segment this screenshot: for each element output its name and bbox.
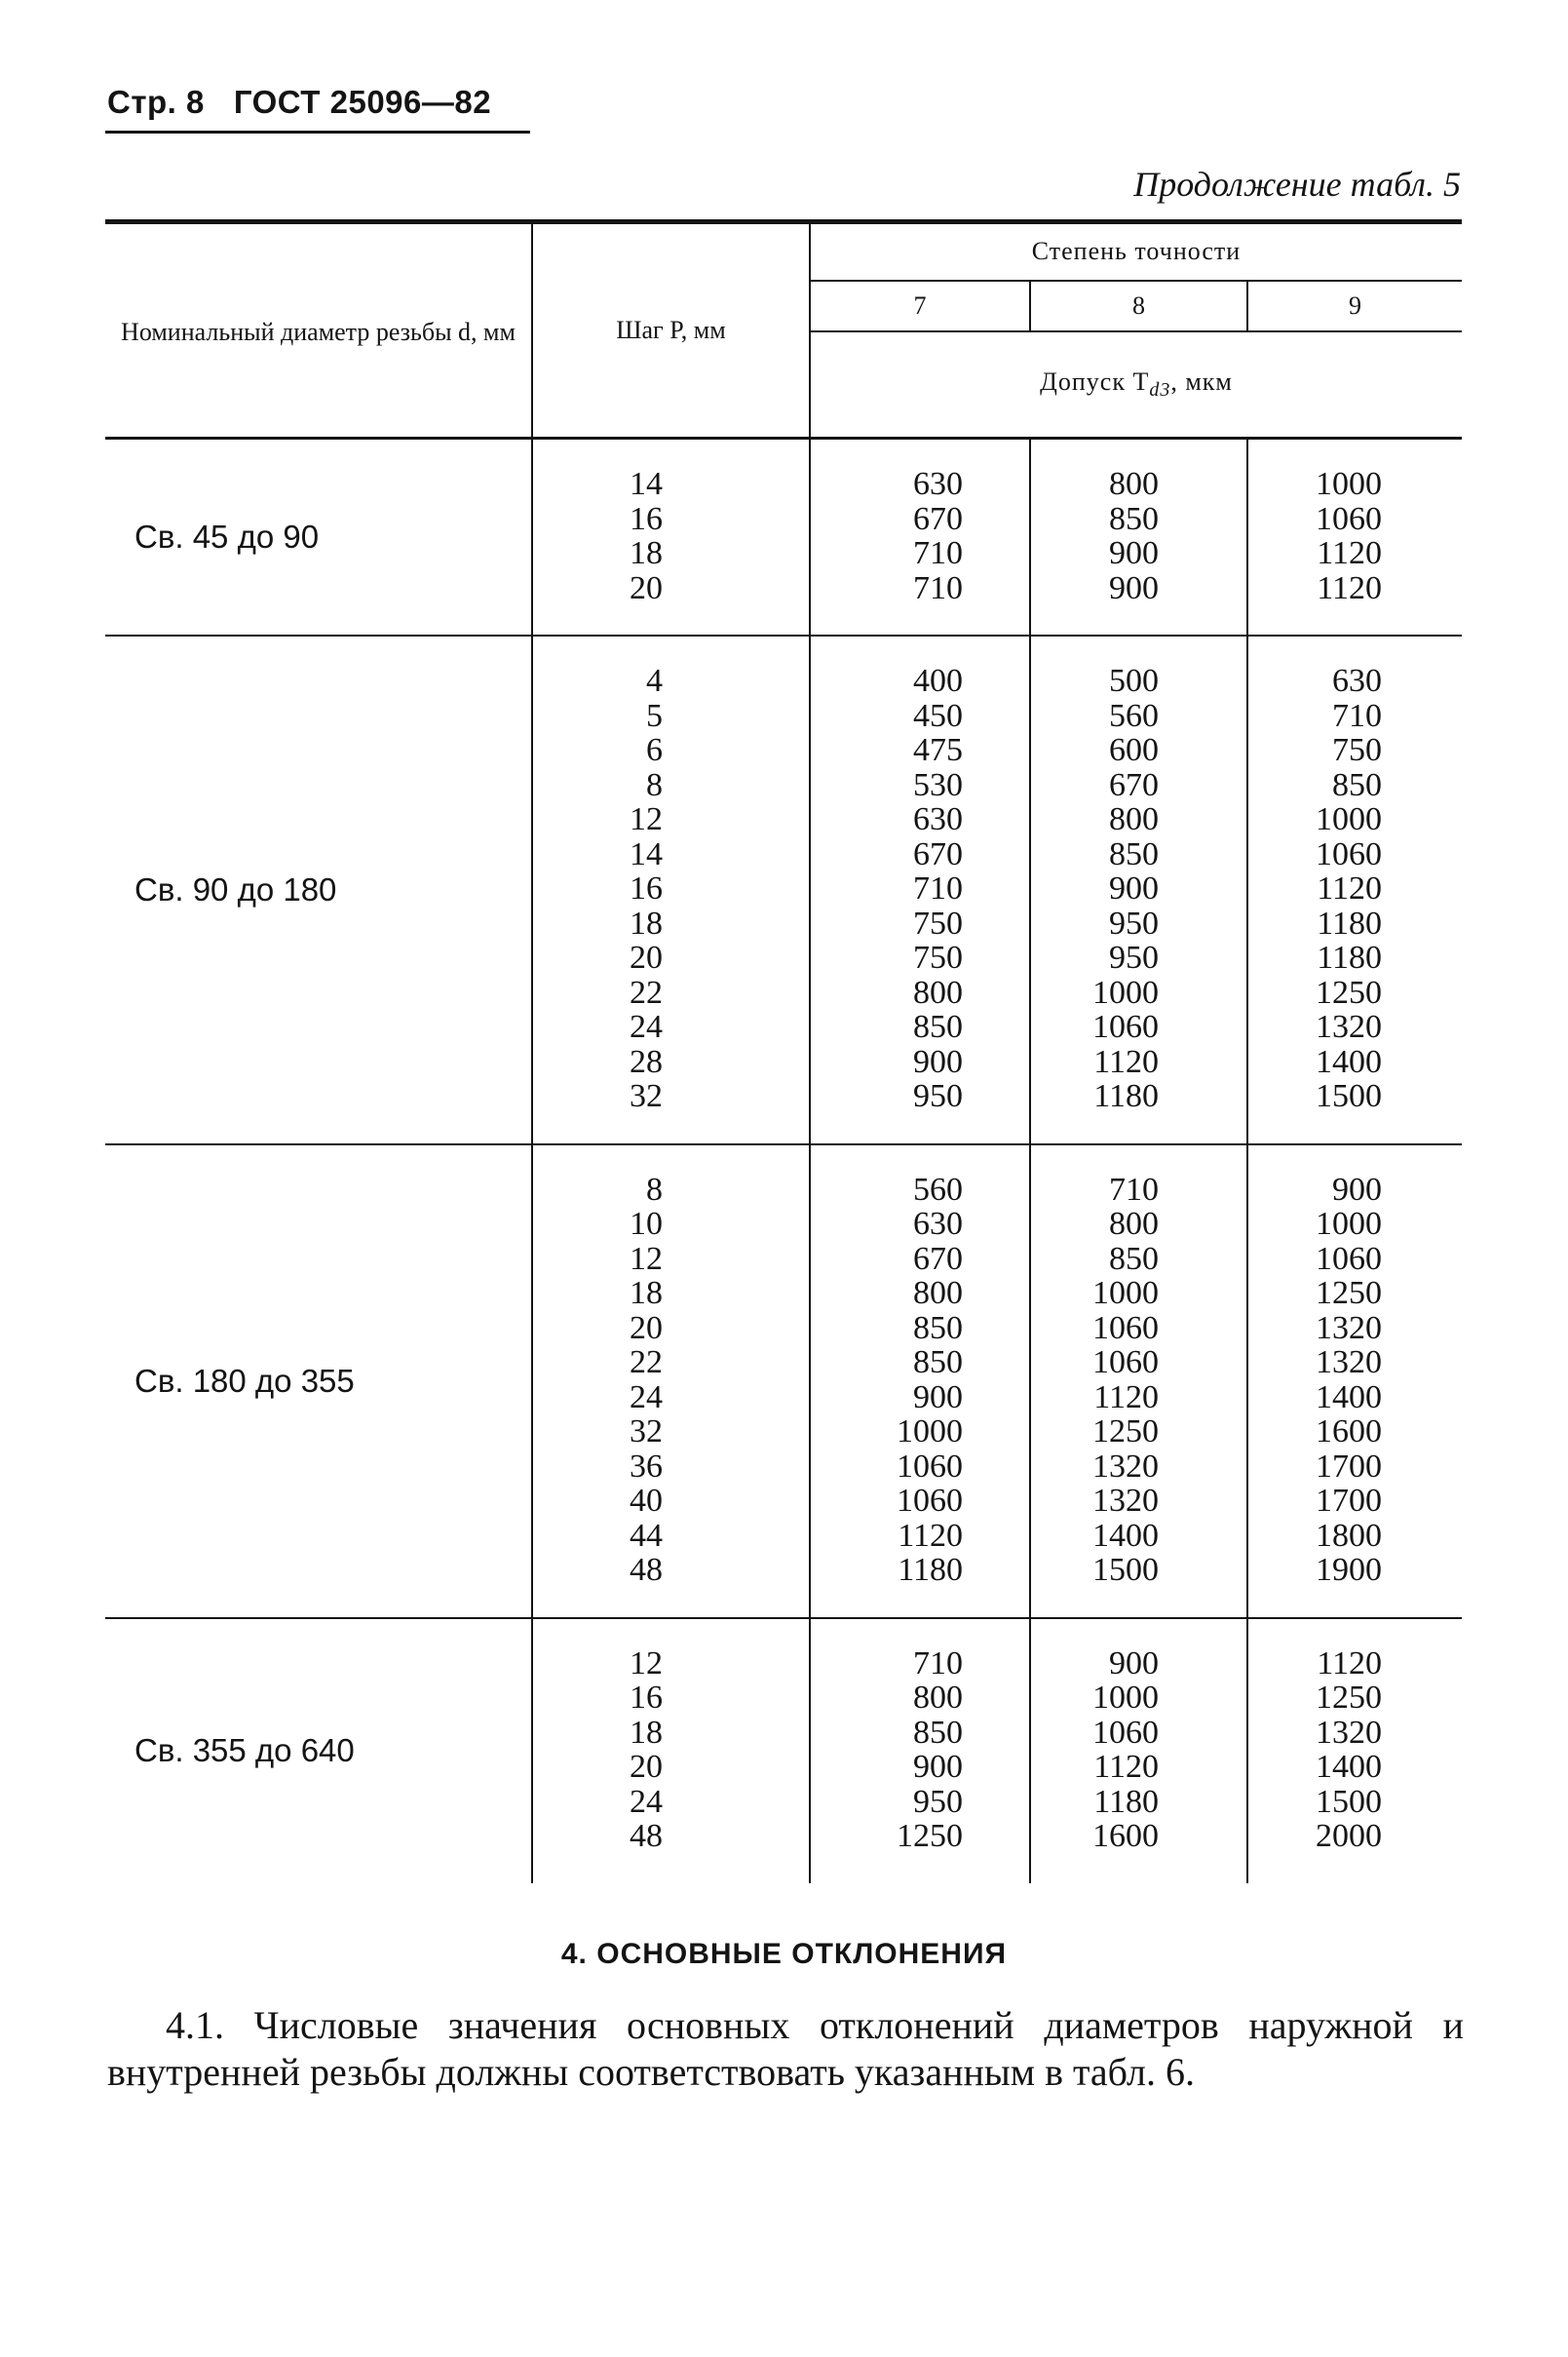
grade-7-values xyxy=(810,1619,1030,1883)
table-cell: 12 xyxy=(630,1240,663,1277)
table-cell: 800 xyxy=(913,974,963,1011)
table-cell: 14 xyxy=(630,466,663,502)
table-cell: 900 xyxy=(1109,870,1159,907)
header-tolerance xyxy=(810,331,1462,439)
grade-7-values xyxy=(810,637,1030,1144)
table-cell: 710 xyxy=(913,535,963,571)
table-cell: 1180 xyxy=(1093,1783,1159,1820)
table-row xyxy=(105,637,1462,1144)
table-row xyxy=(105,1145,1462,1618)
table-cell: 950 xyxy=(1109,905,1159,942)
table-cell: 1000 xyxy=(1316,1206,1382,1242)
table-cell: 1250 xyxy=(1316,1680,1382,1716)
table-cell: 1400 xyxy=(1316,1043,1382,1080)
table-cell: 710 xyxy=(1109,1171,1159,1208)
table-cell: 1320 xyxy=(1316,1009,1382,1045)
grade-8-values xyxy=(1030,637,1247,1144)
diameter-range-label: Св. 180 до 355 xyxy=(105,1145,532,1618)
diameter-range-label: Св. 90 до 180 xyxy=(105,637,532,1144)
tolerance-unit: , мкм xyxy=(1170,367,1233,396)
table-body xyxy=(105,439,1462,1883)
pitch-values xyxy=(532,439,810,637)
table-cell: 1320 xyxy=(1316,1309,1382,1346)
grade-8-values xyxy=(1030,1145,1247,1618)
table-cell: 24 xyxy=(630,1783,663,1820)
table-cell: 1120 xyxy=(1093,1378,1159,1415)
table-cell: 800 xyxy=(913,1275,963,1311)
table-cell: 1250 xyxy=(1092,1413,1159,1449)
grade-9-values xyxy=(1247,637,1462,1144)
pitch-values xyxy=(532,1145,810,1618)
table-cell: 1500 xyxy=(1092,1552,1159,1588)
table-cell: 800 xyxy=(1109,801,1159,837)
table-cell: 1120 xyxy=(1317,1644,1382,1681)
table-cell: 16 xyxy=(630,870,663,907)
diameter-range-label: Св. 355 до 640 xyxy=(105,1619,532,1883)
table-cell: 900 xyxy=(1109,569,1159,606)
page-number: Стр. 8 xyxy=(107,84,205,120)
table-cell: 710 xyxy=(913,1644,963,1681)
table-cell: 1120 xyxy=(1093,1043,1159,1080)
table-cell: 22 xyxy=(630,974,663,1011)
table-cell: 1320 xyxy=(1316,1714,1382,1751)
table-cell: 1000 xyxy=(1316,801,1382,837)
table-cell: 1700 xyxy=(1316,1483,1382,1519)
table-cell: 670 xyxy=(913,500,963,537)
table-cell: 5 xyxy=(646,697,663,734)
table-cell: 1500 xyxy=(1316,1078,1382,1114)
table-cell: 18 xyxy=(630,535,663,571)
tolerance-table-wrapper xyxy=(105,219,1462,1883)
grade-8-values xyxy=(1030,1619,1247,1883)
table-cell: 12 xyxy=(630,1644,663,1681)
table-cell: 1000 xyxy=(1316,466,1382,502)
table-cell: 18 xyxy=(630,1714,663,1751)
table-cell: 900 xyxy=(1109,1644,1159,1681)
table-cell: 8 xyxy=(646,766,663,803)
table-cell: 750 xyxy=(1332,732,1382,768)
table-cell: 1250 xyxy=(1316,1275,1382,1311)
table-cell: 560 xyxy=(1109,697,1159,734)
table-cell: 32 xyxy=(630,1413,663,1449)
table-cell: 1000 xyxy=(897,1413,963,1449)
table-cell: 16 xyxy=(630,1680,663,1716)
table-cell: 1400 xyxy=(1316,1378,1382,1415)
table-cell: 950 xyxy=(913,1783,963,1820)
table-cell: 1120 xyxy=(1317,870,1382,907)
table-cell: 900 xyxy=(1109,535,1159,571)
diameter-range-label: Св. 45 до 90 xyxy=(105,439,532,637)
table-cell: 10 xyxy=(630,1206,663,1242)
table-cell: 1120 xyxy=(1317,569,1382,606)
header-diameter: Номинальный диаметр резьбы d, мм xyxy=(105,222,532,439)
table-cell: 1180 xyxy=(898,1552,963,1588)
table-cell: 900 xyxy=(913,1043,963,1080)
header-grade-9: 9 xyxy=(1247,281,1462,331)
table-cell: 48 xyxy=(630,1552,663,1588)
table-cell: 850 xyxy=(1109,835,1159,872)
table-cell: 900 xyxy=(913,1378,963,1415)
table-cell: 22 xyxy=(630,1344,663,1380)
grade-8-values xyxy=(1030,439,1247,637)
table-cell: 630 xyxy=(913,466,963,502)
table-cell: 1180 xyxy=(1317,940,1382,976)
table-cell: 1060 xyxy=(1092,1344,1159,1380)
grade-9-values xyxy=(1247,439,1462,637)
table-cell: 1120 xyxy=(1093,1749,1159,1785)
table-cell: 44 xyxy=(630,1517,663,1554)
table-cell: 1500 xyxy=(1316,1783,1382,1820)
table-row xyxy=(105,439,1462,637)
table-cell: 1600 xyxy=(1316,1413,1382,1449)
section-title: 4. ОСНОВНЫЕ ОТКЛОНЕНИЯ xyxy=(560,1938,1008,1970)
table-cell: 670 xyxy=(913,1240,963,1277)
table-cell: 1700 xyxy=(1316,1448,1382,1485)
table-cell: 1600 xyxy=(1092,1818,1159,1854)
standard-code: ГОСТ 25096—82 xyxy=(233,84,492,120)
table-cell: 800 xyxy=(1109,1206,1159,1242)
table-cell: 950 xyxy=(913,1078,963,1114)
table-cell: 1900 xyxy=(1316,1552,1382,1588)
table-cell: 1250 xyxy=(1316,974,1382,1011)
table-cell: 850 xyxy=(1332,766,1382,803)
table-cell: 48 xyxy=(630,1818,663,1854)
table-cell: 28 xyxy=(630,1043,663,1080)
tolerance-table xyxy=(105,219,1462,1883)
table-cell: 1060 xyxy=(1316,1240,1382,1277)
table-cell: 20 xyxy=(630,1749,663,1785)
grade-9-values xyxy=(1247,1145,1462,1618)
tolerance-subscript: d3 xyxy=(1149,379,1171,402)
table-cell: 24 xyxy=(630,1009,663,1045)
table-cell: 900 xyxy=(913,1749,963,1785)
table-cell: 18 xyxy=(630,905,663,942)
table-cell: 600 xyxy=(1109,732,1159,768)
table-cell: 850 xyxy=(913,1344,963,1380)
tolerance-label: Допуск T xyxy=(1040,367,1150,396)
table-cell: 850 xyxy=(1109,500,1159,537)
table-cell: 750 xyxy=(913,905,963,942)
table-cell: 18 xyxy=(630,1275,663,1311)
header-grade-8: 8 xyxy=(1030,281,1247,331)
grade-7-values xyxy=(810,1145,1030,1618)
pitch-values xyxy=(532,1619,810,1883)
table-cell: 1400 xyxy=(1092,1517,1159,1554)
table-cell: 20 xyxy=(630,569,663,606)
table-cell: 1060 xyxy=(1316,835,1382,872)
table-cell: 500 xyxy=(1109,663,1159,699)
table-cell: 850 xyxy=(1109,1240,1159,1277)
table-row xyxy=(105,1619,1462,1883)
table-cell: 1060 xyxy=(897,1483,963,1519)
table-cell: 1180 xyxy=(1317,905,1382,942)
table-cell: 450 xyxy=(913,697,963,734)
table-cell: 850 xyxy=(913,1309,963,1346)
pitch-values xyxy=(532,637,810,1144)
table-cell: 400 xyxy=(913,663,963,699)
table-cell: 1060 xyxy=(1092,1309,1159,1346)
table-cell: 1060 xyxy=(897,1448,963,1485)
grade-7-values xyxy=(810,439,1030,637)
table-cell: 800 xyxy=(1109,466,1159,502)
header-pitch: Шаг P, мм xyxy=(532,222,810,439)
table-cell: 20 xyxy=(630,1309,663,1346)
table-cell: 20 xyxy=(630,940,663,976)
table-cell: 1400 xyxy=(1316,1749,1382,1785)
table-cell: 1000 xyxy=(1092,974,1159,1011)
table-cell: 530 xyxy=(913,766,963,803)
grade-9-values xyxy=(1247,1619,1462,1883)
table-cell: 1060 xyxy=(1316,500,1382,537)
table-cell: 1060 xyxy=(1092,1714,1159,1751)
table-cell: 8 xyxy=(646,1171,663,1208)
table-cell: 4 xyxy=(646,663,663,699)
table-cell: 1000 xyxy=(1092,1275,1159,1311)
table-cell: 1800 xyxy=(1316,1517,1382,1554)
table-cell: 850 xyxy=(913,1714,963,1751)
table-cell: 6 xyxy=(646,732,663,768)
table-cell: 1060 xyxy=(1092,1009,1159,1045)
table-cell: 32 xyxy=(630,1078,663,1114)
header-grade-7: 7 xyxy=(810,281,1030,331)
table-cell: 12 xyxy=(630,801,663,837)
table-cell: 14 xyxy=(630,835,663,872)
page-header xyxy=(107,84,491,121)
table-cell: 950 xyxy=(1109,940,1159,976)
table-cell: 36 xyxy=(630,1448,663,1485)
table-cell: 1320 xyxy=(1092,1448,1159,1485)
table-cell: 630 xyxy=(913,1206,963,1242)
table-cell: 670 xyxy=(1109,766,1159,803)
table-cell: 1120 xyxy=(898,1517,963,1554)
table-cell: 710 xyxy=(913,870,963,907)
table-cell: 800 xyxy=(913,1680,963,1716)
table-continuation-label: Продолжение табл. 5 xyxy=(1133,165,1461,204)
table-cell: 750 xyxy=(913,940,963,976)
table-cell: 1180 xyxy=(1093,1078,1159,1114)
table-cell: 1120 xyxy=(1317,535,1382,571)
table-cell: 1320 xyxy=(1316,1344,1382,1380)
table-cell: 850 xyxy=(913,1009,963,1045)
table-cell: 1320 xyxy=(1092,1483,1159,1519)
table-cell: 475 xyxy=(913,732,963,768)
table-cell: 630 xyxy=(913,801,963,837)
table-cell: 710 xyxy=(913,569,963,606)
table-cell: 1250 xyxy=(897,1818,963,1854)
header-rule xyxy=(105,131,530,134)
table-cell: 2000 xyxy=(1316,1818,1382,1854)
header-accuracy-grade: Степень точности xyxy=(810,222,1462,281)
table-cell: 900 xyxy=(1332,1171,1382,1208)
section-paragraph: 4.1. Числовые значения основных отклонений диаметров наружной и внутренней резьбы должны соответствовать указанным в табл. 6. xyxy=(107,2003,1464,2094)
table-cell: 16 xyxy=(630,500,663,537)
table-cell: 630 xyxy=(1332,663,1382,699)
table-cell: 24 xyxy=(630,1378,663,1415)
table-cell: 710 xyxy=(1332,697,1382,734)
table-cell: 40 xyxy=(630,1483,663,1519)
table-cell: 1000 xyxy=(1092,1680,1159,1716)
table-cell: 670 xyxy=(913,835,963,872)
table-cell: 560 xyxy=(913,1171,963,1208)
